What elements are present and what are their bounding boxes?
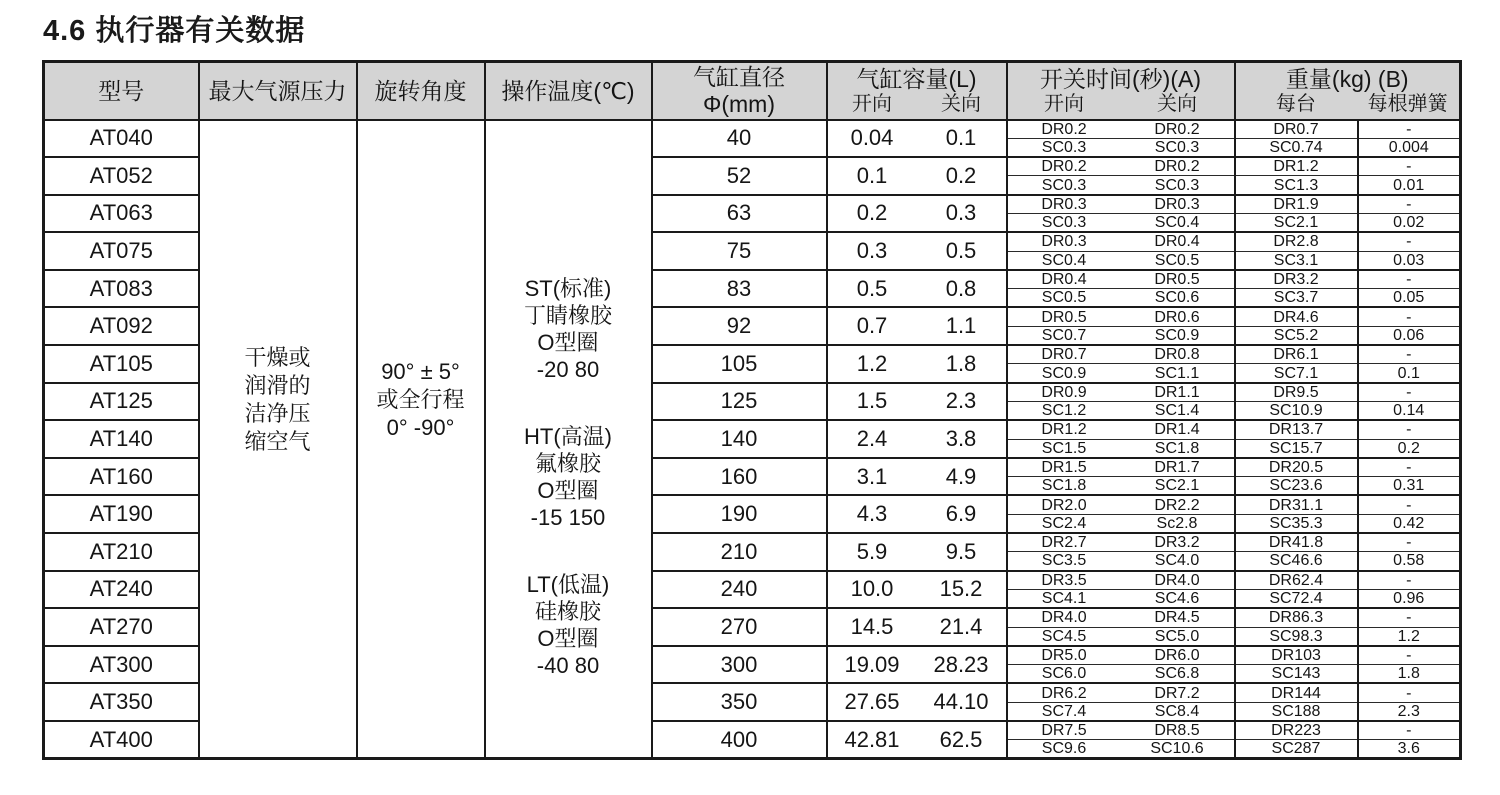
header-temp <box>485 62 652 120</box>
angle-text <box>358 358 484 520</box>
weight-spring-dr: - <box>1358 270 1461 289</box>
temperature-line: 丁睛橡胶 <box>523 302 612 328</box>
header-capacity-open: 开向 <box>852 92 892 115</box>
weight-spring-sc: 0.004 <box>1358 138 1461 157</box>
capacity-close-value: 0.2 <box>945 162 977 188</box>
diameter-cell: 83 <box>652 270 827 308</box>
weight-spring-sc: 1.2 <box>1358 627 1461 646</box>
capacity-open-value: 42.81 <box>844 726 900 752</box>
weight-spring-sc: 0.1 <box>1358 364 1461 383</box>
model-cell: AT052 <box>44 157 199 195</box>
temperature-line: 氟橡胶 <box>534 450 601 476</box>
model-cell: AT210 <box>44 533 199 571</box>
header-diameter <box>652 62 827 120</box>
weight-spring-sc: 0.01 <box>1358 176 1461 195</box>
diameter-cell: 140 <box>652 420 827 458</box>
weight-unit-sc: SC188 <box>1235 702 1358 721</box>
capacity-values <box>828 464 1006 490</box>
weight-spring-sc: 0.58 <box>1358 552 1461 571</box>
time-open-dr: DR0.3 <box>1007 195 1121 214</box>
weight-unit-dr: DR20.5 <box>1235 458 1358 477</box>
capacity-close-value: 2.3 <box>945 388 977 414</box>
time-close-sc: SC4.6 <box>1121 589 1235 608</box>
weight-spring-sc: 0.03 <box>1358 251 1461 270</box>
model-cell: AT300 <box>44 646 199 684</box>
capacity-cell <box>827 307 1007 345</box>
header-capacity-subcols <box>828 92 1006 116</box>
header-weight-per-unit: 每台 <box>1275 92 1316 115</box>
time-close-dr: DR2.2 <box>1121 495 1235 514</box>
capacity-close-value: 0.8 <box>945 275 977 301</box>
weight-unit-dr: DR41.8 <box>1235 533 1358 552</box>
weight-unit-sc: SC7.1 <box>1235 364 1358 383</box>
weight-unit-dr: DR223 <box>1235 721 1358 740</box>
pressure-text <box>200 344 356 534</box>
header-angle-label: 旋转角度 <box>374 77 467 104</box>
temperature-line: -20 80 <box>536 356 600 382</box>
time-close-sc: SC10.6 <box>1121 740 1235 759</box>
time-close-sc: SC1.1 <box>1121 364 1235 383</box>
capacity-values <box>828 727 1006 753</box>
table-row-dr <box>44 120 1461 139</box>
time-close-dr: DR0.5 <box>1121 270 1235 289</box>
time-open-sc: SC0.9 <box>1007 364 1121 383</box>
time-close-dr: DR7.2 <box>1121 683 1235 702</box>
weight-spring-dr: - <box>1358 533 1461 552</box>
time-open-sc: SC0.5 <box>1007 289 1121 308</box>
model-cell: AT125 <box>44 383 199 421</box>
capacity-values <box>828 501 1006 527</box>
time-open-sc: SC9.6 <box>1007 740 1121 759</box>
weight-unit-dr: DR4.6 <box>1235 307 1358 326</box>
capacity-values <box>828 125 1006 151</box>
temperature-line: 硅橡胶 <box>534 598 601 624</box>
model-cell: AT400 <box>44 721 199 759</box>
weight-unit-sc: SC5.2 <box>1235 326 1358 345</box>
capacity-close-value: 0.5 <box>945 238 977 264</box>
weight-spring-sc: 0.42 <box>1358 514 1461 533</box>
weight-unit-sc: SC23.6 <box>1235 477 1358 496</box>
capacity-values <box>828 614 1006 640</box>
model-cell: AT092 <box>44 307 199 345</box>
time-open-dr: DR1.2 <box>1007 420 1121 439</box>
capacity-cell <box>827 571 1007 609</box>
angle-line: 0° -90° <box>386 414 455 440</box>
capacity-cell <box>827 195 1007 233</box>
weight-unit-sc: SC98.3 <box>1235 627 1358 646</box>
weight-spring-sc: 0.06 <box>1358 326 1461 345</box>
time-open-sc: SC7.4 <box>1007 702 1121 721</box>
header-temp-label: 操作温度(℃) <box>501 77 635 104</box>
model-cell: AT160 <box>44 458 199 496</box>
capacity-open-value: 19.09 <box>844 651 900 677</box>
angle-line: 或全行程 <box>376 386 465 412</box>
capacity-cell <box>827 157 1007 195</box>
header-pressure <box>199 62 357 120</box>
time-open-dr: DR4.0 <box>1007 608 1121 627</box>
header-switch-time <box>1007 62 1235 120</box>
diameter-cell: 63 <box>652 195 827 233</box>
weight-unit-sc: SC143 <box>1235 665 1358 684</box>
time-open-sc: SC0.7 <box>1007 326 1121 345</box>
capacity-open-value: 4.3 <box>856 501 888 527</box>
weight-spring-sc: 3.6 <box>1358 740 1461 759</box>
capacity-close-value: 1.1 <box>945 313 977 339</box>
header-diameter-line2: Φ(mm) <box>703 90 775 117</box>
time-close-sc: SC0.9 <box>1121 326 1235 345</box>
weight-unit-sc: SC0.74 <box>1235 138 1358 157</box>
model-cell: AT075 <box>44 232 199 270</box>
time-close-dr: DR0.3 <box>1121 195 1235 214</box>
capacity-values <box>828 652 1006 678</box>
capacity-values <box>828 426 1006 452</box>
time-open-dr: DR3.5 <box>1007 571 1121 590</box>
header-time-open: 开向 <box>1044 92 1084 115</box>
diameter-cell: 240 <box>652 571 827 609</box>
weight-unit-dr: DR62.4 <box>1235 571 1358 590</box>
capacity-open-value: 0.04 <box>850 125 894 151</box>
time-close-dr: DR0.8 <box>1121 345 1235 364</box>
weight-spring-dr: - <box>1358 120 1461 139</box>
weight-unit-dr: DR144 <box>1235 683 1358 702</box>
capacity-cell <box>827 345 1007 383</box>
time-open-dr: DR0.7 <box>1007 345 1121 364</box>
actuator-spec-table <box>42 60 1462 760</box>
time-open-sc: SC1.2 <box>1007 401 1121 420</box>
header-capacity <box>827 62 1007 120</box>
weight-unit-sc: SC10.9 <box>1235 401 1358 420</box>
weight-unit-sc: SC15.7 <box>1235 439 1358 458</box>
time-close-sc: SC4.0 <box>1121 552 1235 571</box>
weight-spring-dr: - <box>1358 571 1461 590</box>
capacity-close-value: 15.2 <box>939 576 983 602</box>
capacity-open-value: 14.5 <box>850 614 894 640</box>
capacity-open-value: 1.5 <box>856 388 888 414</box>
diameter-cell: 75 <box>652 232 827 270</box>
temperature-line: LT(低温) <box>526 571 610 597</box>
weight-unit-sc: SC2.1 <box>1235 213 1358 232</box>
pressure-line: 洁净压 <box>244 400 311 426</box>
temperature-line: ST(标准) <box>524 275 612 301</box>
weight-unit-sc: SC3.1 <box>1235 251 1358 270</box>
time-close-dr: DR6.0 <box>1121 646 1235 665</box>
diameter-cell: 300 <box>652 646 827 684</box>
time-open-sc: SC0.4 <box>1007 251 1121 270</box>
time-open-dr: DR2.7 <box>1007 533 1121 552</box>
time-close-dr: DR3.2 <box>1121 533 1235 552</box>
capacity-values <box>828 276 1006 302</box>
weight-unit-sc: SC1.3 <box>1235 176 1358 195</box>
time-open-dr: DR1.5 <box>1007 458 1121 477</box>
model-cell: AT190 <box>44 495 199 533</box>
weight-unit-dr: DR31.1 <box>1235 495 1358 514</box>
time-open-sc: SC6.0 <box>1007 665 1121 684</box>
weight-unit-dr: DR0.7 <box>1235 120 1358 139</box>
weight-unit-dr: DR9.5 <box>1235 383 1358 402</box>
time-open-dr: DR2.0 <box>1007 495 1121 514</box>
weight-spring-sc: 0.96 <box>1358 589 1461 608</box>
capacity-open-value: 0.3 <box>856 238 888 264</box>
capacity-values <box>828 351 1006 377</box>
capacity-cell <box>827 495 1007 533</box>
header-capacity-close: 关向 <box>941 92 981 115</box>
time-open-sc: SC4.5 <box>1007 627 1121 646</box>
header-row <box>44 62 1461 120</box>
weight-spring-dr: - <box>1358 195 1461 214</box>
time-close-sc: Sc2.8 <box>1121 514 1235 533</box>
capacity-open-value: 27.65 <box>844 689 900 715</box>
weight-spring-sc: 0.14 <box>1358 401 1461 420</box>
capacity-open-value: 10.0 <box>850 576 894 602</box>
weight-spring-dr: - <box>1358 458 1461 477</box>
table-header <box>44 62 1461 120</box>
time-close-sc: SC0.3 <box>1121 176 1235 195</box>
weight-unit-dr: DR103 <box>1235 646 1358 665</box>
temperature-line: -40 80 <box>536 652 600 678</box>
model-cell: AT063 <box>44 195 199 233</box>
capacity-close-value: 44.10 <box>933 689 989 715</box>
diameter-cell: 105 <box>652 345 827 383</box>
time-open-sc: SC3.5 <box>1007 552 1121 571</box>
capacity-cell <box>827 646 1007 684</box>
time-close-sc: SC5.0 <box>1121 627 1235 646</box>
weight-spring-sc: 1.8 <box>1358 665 1461 684</box>
capacity-close-value: 3.8 <box>945 426 977 452</box>
model-cell: AT270 <box>44 608 199 646</box>
header-angle <box>357 62 485 120</box>
weight-unit-dr: DR3.2 <box>1235 270 1358 289</box>
temperature-line: -15 150 <box>530 504 606 530</box>
weight-spring-sc: 2.3 <box>1358 702 1461 721</box>
capacity-open-value: 0.5 <box>856 275 888 301</box>
weight-spring-dr: - <box>1358 420 1461 439</box>
weight-spring-dr: - <box>1358 721 1461 740</box>
time-close-dr: DR0.6 <box>1121 307 1235 326</box>
capacity-values <box>828 238 1006 264</box>
capacity-open-value: 0.2 <box>856 200 888 226</box>
weight-unit-dr: DR1.2 <box>1235 157 1358 176</box>
weight-unit-sc: SC72.4 <box>1235 589 1358 608</box>
weight-unit-dr: DR1.9 <box>1235 195 1358 214</box>
time-open-dr: DR5.0 <box>1007 646 1121 665</box>
time-close-sc: SC8.4 <box>1121 702 1235 721</box>
time-close-dr: DR4.0 <box>1121 571 1235 590</box>
header-switch-time-subcols <box>1008 92 1234 116</box>
weight-spring-dr: - <box>1358 307 1461 326</box>
header-model <box>44 62 199 120</box>
header-capacity-title: 气缸容量(L) <box>856 65 977 92</box>
time-open-dr: DR7.5 <box>1007 721 1121 740</box>
time-close-sc: SC2.1 <box>1121 477 1235 496</box>
weight-unit-sc: SC46.6 <box>1235 552 1358 571</box>
weight-unit-dr: DR86.3 <box>1235 608 1358 627</box>
time-close-sc: SC0.4 <box>1121 213 1235 232</box>
model-cell: AT040 <box>89 125 153 151</box>
time-open-dr: DR0.2 <box>1007 120 1121 139</box>
time-close-dr: DR1.7 <box>1121 458 1235 477</box>
weight-unit-dr: DR6.1 <box>1235 345 1358 364</box>
capacity-open-value: 5.9 <box>856 538 888 564</box>
capacity-close-value: 21.4 <box>939 614 983 640</box>
model-cell: AT083 <box>44 270 199 308</box>
weight-spring-dr: - <box>1358 608 1461 627</box>
time-close-dr: DR4.5 <box>1121 608 1235 627</box>
time-open-sc: SC0.3 <box>1007 138 1121 157</box>
time-open-dr: DR0.3 <box>1007 232 1121 251</box>
weight-unit-sc: SC3.7 <box>1235 289 1358 308</box>
capacity-open-value: 0.7 <box>856 313 888 339</box>
weight-spring-sc: 0.2 <box>1358 439 1461 458</box>
capacity-cell <box>827 120 1007 158</box>
capacity-open-value: 2.4 <box>856 426 888 452</box>
temperature-line: O型圈 <box>537 329 599 355</box>
pressure-cell <box>199 120 357 759</box>
time-close-sc: SC1.8 <box>1121 439 1235 458</box>
diameter-cell: 125 <box>652 383 827 421</box>
time-open-sc: SC1.8 <box>1007 477 1121 496</box>
section-title: 4.6 执行器有关数据 <box>43 15 306 47</box>
capacity-close-value: 1.8 <box>945 350 977 376</box>
model-cell: AT350 <box>44 683 199 721</box>
temperature-blocks <box>486 199 651 679</box>
capacity-values <box>828 388 1006 414</box>
temperature-block <box>527 571 610 679</box>
capacity-cell <box>827 270 1007 308</box>
capacity-cell <box>827 533 1007 571</box>
time-open-dr: DR0.9 <box>1007 383 1121 402</box>
capacity-values <box>828 539 1006 565</box>
time-close-dr: DR8.5 <box>1121 721 1235 740</box>
header-weight-per-spring: 每根弹簧 <box>1367 92 1448 115</box>
time-open-dr: DR0.5 <box>1007 307 1121 326</box>
time-open-dr: DR6.2 <box>1007 683 1121 702</box>
time-open-sc: SC1.5 <box>1007 439 1121 458</box>
time-open-sc: SC2.4 <box>1007 514 1121 533</box>
capacity-open-value: 3.1 <box>856 463 888 489</box>
capacity-values <box>828 200 1006 226</box>
time-open-sc: SC0.3 <box>1007 213 1121 232</box>
model-cell: AT240 <box>44 571 199 609</box>
header-model-label: 型号 <box>98 77 145 104</box>
capacity-close-value: 9.5 <box>945 538 977 564</box>
time-close-sc: SC0.6 <box>1121 289 1235 308</box>
capacity-close-value: 0.3 <box>945 200 977 226</box>
capacity-open-value: 1.2 <box>856 350 888 376</box>
weight-spring-sc: 0.31 <box>1358 477 1461 496</box>
weight-spring-dr: - <box>1358 495 1461 514</box>
pressure-line: 润滑的 <box>244 372 311 398</box>
pressure-line: 缩空气 <box>244 428 311 454</box>
model-cell: AT105 <box>44 345 199 383</box>
time-close-dr: DR0.2 <box>1154 120 1200 138</box>
capacity-cell <box>827 420 1007 458</box>
diameter-cell: 160 <box>652 458 827 496</box>
capacity-values <box>828 689 1006 715</box>
capacity-values <box>828 576 1006 602</box>
diameter-cell: 190 <box>652 495 827 533</box>
time-close-dr: DR1.1 <box>1121 383 1235 402</box>
pressure-line: 干燥或 <box>244 344 311 370</box>
table-body <box>44 120 1461 759</box>
angle-line: 90° ± 5° <box>381 358 460 384</box>
diameter-cell: 40 <box>652 120 827 158</box>
diameter-cell: 52 <box>652 157 827 195</box>
time-open-sc: SC4.1 <box>1007 589 1121 608</box>
temperature-block <box>524 423 612 531</box>
weight-unit-sc: SC35.3 <box>1235 514 1358 533</box>
weight-unit-dr: DR13.7 <box>1235 420 1358 439</box>
header-pressure-label: 最大气源压力 <box>208 77 347 104</box>
diameter-cell: 270 <box>652 608 827 646</box>
weight-spring-sc: 0.02 <box>1358 213 1461 232</box>
diameter-cell: 92 <box>652 307 827 345</box>
capacity-cell <box>827 458 1007 496</box>
diameter-cell: 350 <box>652 683 827 721</box>
capacity-cell <box>827 608 1007 646</box>
weight-spring-dr: - <box>1358 383 1461 402</box>
temperature-line: HT(高温) <box>524 423 612 449</box>
temperature-cell <box>485 120 652 759</box>
capacity-cell <box>827 721 1007 759</box>
header-switch-time-title: 开关时间(秒)(A) <box>1040 65 1201 92</box>
diameter-cell: 400 <box>652 721 827 759</box>
header-time-close: 关向 <box>1157 92 1197 115</box>
time-close-sc: SC1.4 <box>1121 401 1235 420</box>
header-weight <box>1235 62 1461 120</box>
weight-spring-dr: - <box>1358 157 1461 176</box>
capacity-close-value: 62.5 <box>939 726 983 752</box>
weight-spring-dr: - <box>1358 646 1461 665</box>
time-close-dr: DR0.4 <box>1121 232 1235 251</box>
weight-unit-dr: DR2.8 <box>1235 232 1358 251</box>
capacity-open-value: 0.1 <box>856 162 888 188</box>
weight-spring-sc: 0.05 <box>1358 289 1461 308</box>
diameter-cell: 210 <box>652 533 827 571</box>
capacity-close-value: 28.23 <box>933 651 989 677</box>
model-cell: AT140 <box>44 420 199 458</box>
angle-cell <box>357 120 485 759</box>
capacity-close-value: 4.9 <box>945 463 977 489</box>
time-close-sc: SC0.5 <box>1121 251 1235 270</box>
time-close-dr: DR0.2 <box>1121 157 1235 176</box>
temperature-line: O型圈 <box>537 477 599 503</box>
capacity-cell <box>827 232 1007 270</box>
capacity-cell <box>827 683 1007 721</box>
weight-spring-dr: - <box>1358 683 1461 702</box>
capacity-close-value: 0.1 <box>945 125 977 151</box>
time-close-sc: SC6.8 <box>1121 665 1235 684</box>
header-weight-title: 重量(kg) (B) <box>1285 65 1409 92</box>
time-open-dr: DR0.4 <box>1007 270 1121 289</box>
time-open-sc: SC0.3 <box>1007 176 1121 195</box>
header-weight-subcols <box>1236 92 1460 116</box>
header-diameter-line1: 气缸直径 <box>693 63 785 90</box>
weight-unit-sc: SC287 <box>1235 740 1358 759</box>
capacity-close-value: 6.9 <box>945 501 977 527</box>
capacity-values <box>828 163 1006 189</box>
time-close-sc: SC0.3 <box>1121 138 1235 157</box>
temperature-line: O型圈 <box>537 625 599 651</box>
weight-spring-dr: - <box>1358 345 1461 364</box>
time-close-dr: DR1.4 <box>1121 420 1235 439</box>
capacity-values <box>828 313 1006 339</box>
time-open-dr: DR0.2 <box>1007 157 1121 176</box>
weight-spring-dr: - <box>1358 232 1461 251</box>
temperature-block <box>524 275 612 383</box>
capacity-cell <box>827 383 1007 421</box>
